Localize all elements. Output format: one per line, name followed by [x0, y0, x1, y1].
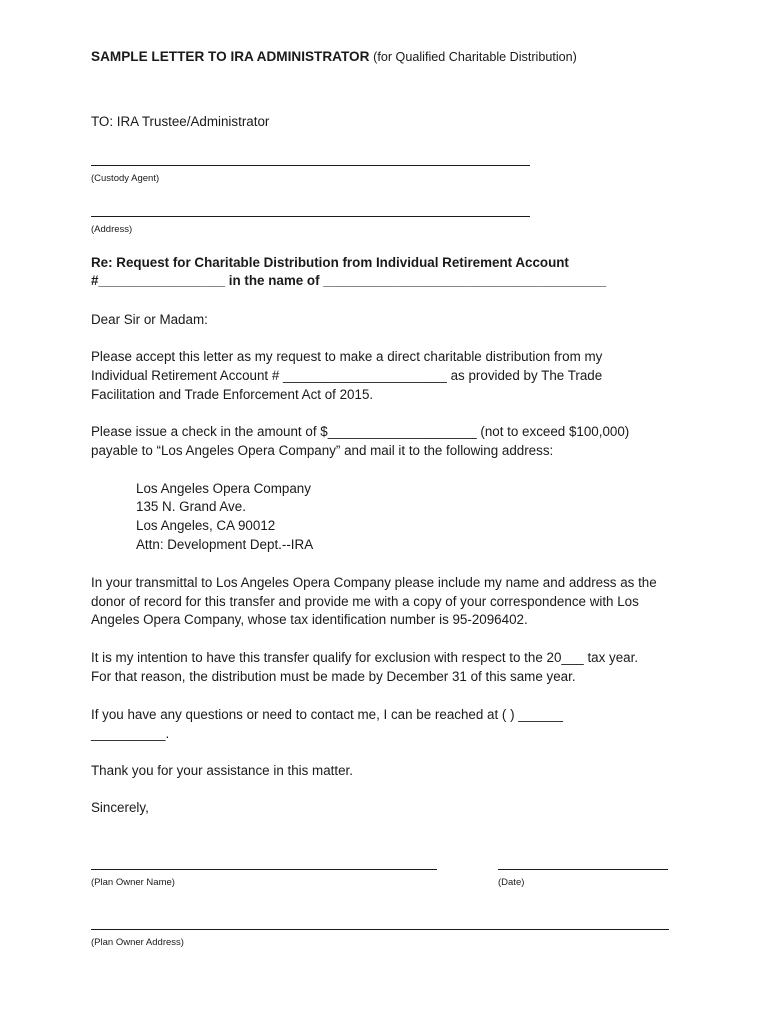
plan-owner-address-label: (Plan Owner Address) — [91, 937, 184, 948]
custody-agent-blank — [91, 165, 530, 166]
address-label: (Address) — [91, 224, 133, 235]
title-subtitle: (for Qualified Charitable Distribution) — [373, 50, 577, 64]
salutation: Dear Sir or Madam: — [91, 312, 208, 327]
para2-line: payable to “Los Angeles Opera Company” and mail it to the following address: — [91, 443, 554, 458]
plan-owner-name-blank — [91, 869, 437, 870]
thanks-line: Thank you for your assistance in this matter. — [91, 763, 353, 778]
para1-line: Please accept this letter as my request to make a direct charitable distribution from my — [91, 349, 603, 364]
para4-line: For that reason, the distribution must be made by December 31 of this same year. — [91, 669, 576, 684]
date-blank — [498, 869, 668, 870]
plan-owner-address-blank — [91, 929, 669, 930]
title-bold: SAMPLE LETTER TO IRA ADMINISTRATOR — [91, 49, 370, 64]
to-line: TO: IRA Trustee/Administrator — [91, 114, 270, 129]
address-blank — [91, 216, 530, 217]
para3-line: donor of record for this transfer and provide me with a copy of your correspondence with Los — [91, 594, 639, 609]
para4-line: It is my intention to have this transfer qualify for exclusion with respect to the 20___ tax year. — [91, 650, 639, 665]
plan-owner-name-label: (Plan Owner Name) — [91, 877, 175, 888]
para3-line: In your transmittal to Los Angeles Opera Company please include my name and address as the — [91, 575, 657, 590]
mail-address-line: Attn: Development Dept.--IRA — [136, 537, 314, 552]
re-line-1: Re: Request for Charitable Distribution from Individual Retirement Account — [91, 255, 569, 270]
closing: Sincerely, — [91, 800, 149, 815]
document-title — [91, 48, 577, 66]
para5-line: If you have any questions or need to contact me, I can be reached at ( ) ______ — [91, 707, 563, 722]
date-label: (Date) — [498, 877, 525, 888]
para1-line: Individual Retirement Account # ______________________ as provided by The Trade — [91, 368, 603, 383]
para3-line: Angeles Opera Company, whose tax identification number is 95-2096402. — [91, 612, 528, 627]
para5-line: __________. — [91, 726, 170, 741]
mail-address-line: Los Angeles Opera Company — [136, 481, 311, 496]
re-line-2: #_________________ in the name of ______________________________________ — [91, 273, 607, 288]
mail-address-line: 135 N. Grand Ave. — [136, 499, 246, 514]
mail-address-line: Los Angeles, CA 90012 — [136, 518, 276, 533]
custody-agent-label: (Custody Agent) — [91, 173, 160, 184]
para2-line: Please issue a check in the amount of $____________________ (not to exceed $100,000) — [91, 424, 630, 439]
para1-line: Facilitation and Trade Enforcement Act of 2015. — [91, 387, 374, 402]
